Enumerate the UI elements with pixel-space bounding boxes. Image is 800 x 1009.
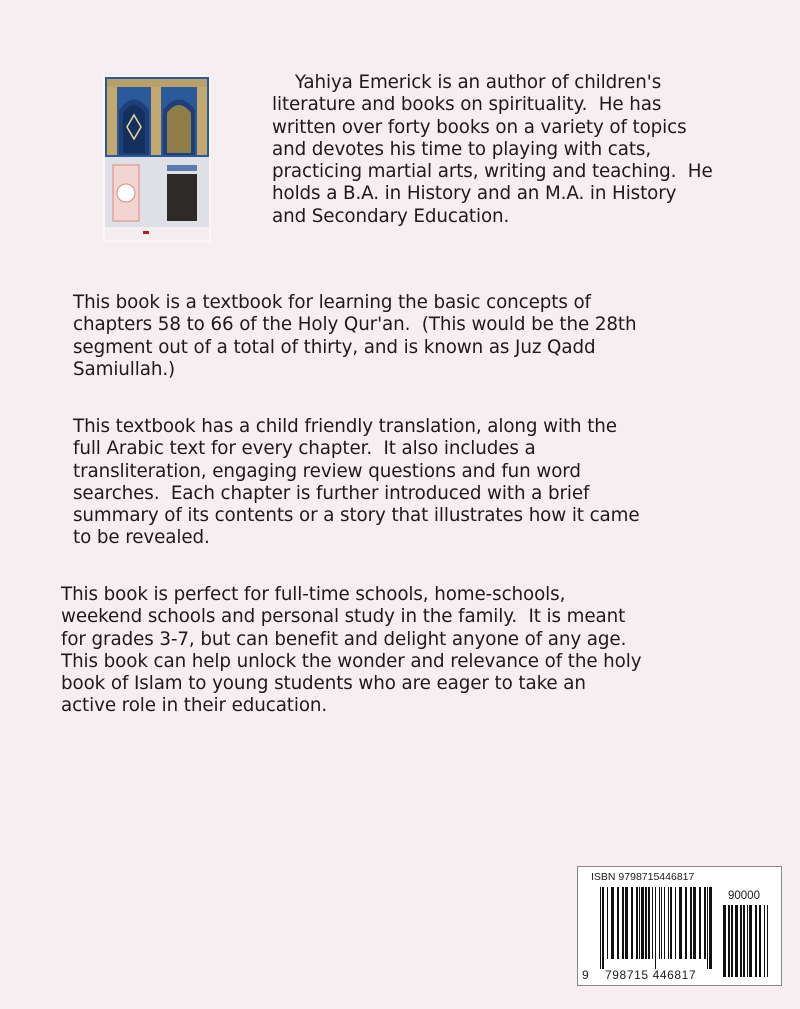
text-line: This book is a textbook for learning the basic concepts of [73,292,591,313]
barcode-bar [740,905,742,977]
author-bio [272,72,713,228]
text-line: for grades 3-7, but can benefit and delight anyone of any age. [61,628,627,650]
barcode-bar [617,887,619,959]
barcode-bar [699,887,701,959]
barcode-bar [636,887,638,959]
barcode-bar [764,905,765,977]
text-line: full Arabic text for every chapter. It also includes a [73,438,536,460]
isbn-barcode [577,866,782,986]
barcode-bar [749,905,752,977]
text-line: weekend schools and personal study in the family. It is meant [61,606,626,628]
text-line: written over forty books on a variety of topics [272,116,687,138]
barcode-bar [611,887,614,959]
author-photo [103,75,211,242]
barcode-bar [685,887,687,959]
barcode-bar [648,887,650,959]
barcode-bar [675,887,676,959]
barcode-bar [723,905,726,977]
text-line: Yahiya Emerick is an author of children's [272,72,662,93]
text-line: This book is perfect for full-time schools, home-schools, [61,584,566,605]
barcode-bar [645,887,647,959]
text-line: segment out of a total of thirty, and is known as Juz Qadd [73,336,596,358]
description-paragraph-3 [61,584,641,718]
text-line: book of Islam to young students who are eager to take an [61,673,586,695]
barcode-bar [704,887,706,959]
barcode-bar [743,905,745,977]
barcode-bar [767,905,768,977]
barcode-bar [731,905,733,977]
barcode-bar [668,887,669,959]
barcode-bar [690,887,692,959]
text-line: active role in their education. [61,695,328,717]
text-line: transliteration, engaging review questions and fun word [73,460,581,482]
barcode-bar [641,887,644,959]
barcode-addon: 90000 [728,890,760,902]
barcode-bar [661,887,662,959]
barcode-bar [709,887,712,969]
barcode-digits: 798715 446817 [605,968,697,982]
barcode-bar [759,905,761,977]
barcode-bar [693,887,696,959]
barcode-bar [670,887,672,959]
text-line: This textbook has a child friendly translation, along with the [73,416,617,437]
text-line: holds a B.A. in History and an M.A. in History [272,183,677,205]
description-paragraph-2 [73,416,640,550]
text-line: chapters 58 to 66 of the Holy Qur'an. (This would be the 28th [73,314,637,336]
barcode-bar [652,887,653,959]
barcode-bar [639,887,640,959]
text-line: practicing martial arts, writing and teaching. He [272,161,713,183]
isbn-label: ISBN 9798715446817 [591,871,695,883]
text-line: to be revealed. [73,527,210,549]
barcode-bar [755,905,757,977]
barcode-bar [631,887,633,959]
barcode-first-digit: 9 [582,968,589,982]
barcode-bar [655,887,656,969]
barcode-bar [602,887,604,969]
barcode-bar [679,887,682,959]
barcode-bar [607,887,608,959]
mosque-window-photo-icon [103,75,211,242]
description-paragraph-1 [73,292,636,381]
text-line: searches. Each chapter is further introduced with a brief [73,482,590,504]
text-line: This book can help unlock the wonder and relevance of the holy [61,650,642,672]
text-line: Samiullah.) [73,358,176,380]
barcode-bar [659,887,660,959]
barcode-bar [735,905,738,977]
barcode-bar [600,887,601,969]
text-line: and Secondary Education. [272,205,510,227]
barcode-bar [622,887,624,959]
barcode-bar [664,887,665,959]
barcode-bar [747,905,748,977]
barcode-bar [707,887,708,969]
barcode-bar [625,887,628,959]
barcode-bar [728,905,730,977]
text-line: and devotes his time to playing with cats, [272,138,652,160]
text-line: literature and books on spirituality. He has [272,94,662,116]
text-line: summary of its contents or a story that illustrates how it came [73,505,640,527]
